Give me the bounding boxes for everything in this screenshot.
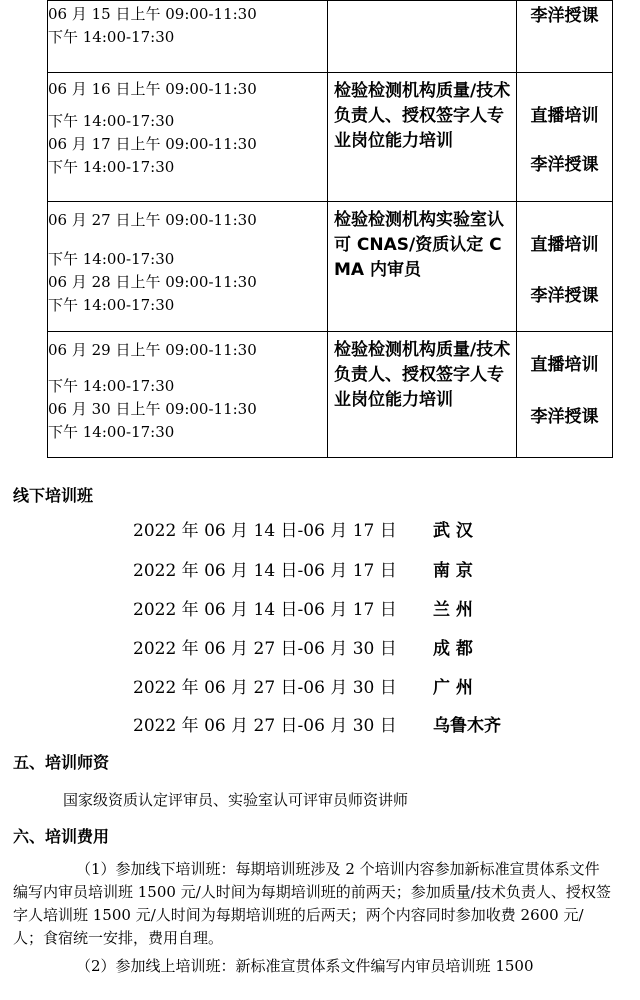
schedule-row (48, 1, 613, 73)
content-cell (328, 202, 517, 332)
schedule-row (48, 202, 613, 332)
offline-row (133, 595, 473, 620)
content-cell (328, 1, 517, 73)
section6-para1: （1）参加线下培训班：每期培训班涉及 2 个培训内容参加新标准宣贯体系文件编写内审员培训班 1500 元/人时间为每期培训班的前两天；参加质量/技术负责人、授权签字人培训班 1500 元/人时间为每期培训班的后两天；两个内容同时参加收费 2600 元/人；食宿统一安排，费用自理。 (13, 860, 611, 947)
offline-date: 2022 年 06 月 14 日-06 月 17 日 (133, 600, 397, 620)
offline-date: 2022 年 06 月 27 日-06 月 30 日 (133, 639, 397, 659)
teacher-cell (517, 1, 613, 73)
offline-date: 2022 年 06 月 14 日-06 月 17 日 (133, 521, 397, 541)
offline-row (133, 516, 473, 541)
offline-row (133, 711, 501, 736)
offline-date: 2022 年 06 月 27 日-06 月 30 日 (133, 678, 397, 698)
teacher-label: 李洋授课 (530, 155, 599, 175)
date-pm: 下午 14:00-17:30 (48, 377, 175, 395)
offline-date: 2022 年 06 月 27 日-06 月 30 日 (133, 716, 397, 736)
schedule-table (47, 0, 613, 458)
date-pm: 下午 14:00-17:30 (48, 28, 175, 46)
schedule-row (48, 332, 613, 458)
teacher-label: 李洋授课 (530, 407, 599, 427)
mode-teacher-cell (517, 332, 613, 458)
date-cell (48, 202, 328, 332)
content-cell (328, 73, 517, 202)
offline-city: 南 京 (433, 561, 473, 581)
offline-row (133, 673, 473, 698)
date-am: 06 月 29 日上午 09:00-11:30 (48, 341, 257, 359)
date-pm: 下午 14:00-17:30 (48, 250, 175, 268)
date-am: 06 月 15 日上午 09:00-11:30 (48, 5, 257, 23)
offline-city: 兰 州 (433, 600, 473, 620)
date-am: 06 月 16 日上午 09:00-11:30 (48, 80, 257, 98)
offline-row (133, 556, 473, 581)
date-cell (48, 1, 328, 73)
section6-heading: 六、培训费用 (13, 827, 110, 846)
section5-heading: 五、培训师资 (13, 753, 110, 772)
offline-date: 2022 年 06 月 14 日-06 月 17 日 (133, 561, 397, 581)
offline-row (133, 634, 473, 659)
course-title: 检验检测机构实验室认可 CNAS/资质认定 CMA 内审员 (334, 210, 504, 280)
date-pm: 下午 14:00-17:30 (48, 423, 175, 441)
date-cell (48, 73, 328, 202)
date-am: 06 月 27 日上午 09:00-11:30 (48, 211, 257, 229)
section6-para2: （2）参加线上培训班：新标准宣贯体系文件编写内审员培训班 1500 (76, 957, 534, 975)
mode-label: 直播培训 (530, 355, 599, 375)
date-pm: 下午 14:00-17:30 (48, 158, 175, 176)
mode-label: 直播培训 (530, 235, 599, 255)
date-am: 06 月 30 日上午 09:00-11:30 (48, 400, 257, 418)
mode-teacher-cell (517, 202, 613, 332)
mode-teacher-cell (517, 73, 613, 202)
section5-text: 国家级资质认定评审员、实验室认可评审员师资讲师 (63, 791, 409, 809)
offline-city: 武 汉 (433, 521, 473, 541)
date-pm: 下午 14:00-17:30 (48, 112, 175, 130)
teacher-label: 李洋授课 (530, 6, 599, 26)
date-am: 06 月 17 日上午 09:00-11:30 (48, 135, 257, 153)
date-cell (48, 332, 328, 458)
offline-city: 广 州 (433, 678, 473, 698)
course-title: 检验检测机构质量/技术负责人、授权签字人专业岗位能力培训 (334, 340, 511, 410)
date-am: 06 月 28 日上午 09:00-11:30 (48, 273, 257, 291)
offline-city: 乌鲁木齐 (433, 716, 501, 736)
mode-label: 直播培训 (530, 106, 599, 126)
teacher-label: 李洋授课 (530, 286, 599, 306)
offline-city: 成 都 (433, 639, 473, 659)
course-title: 检验检测机构质量/技术负责人、授权签字人专业岗位能力培训 (334, 81, 511, 151)
offline-heading: 线下培训班 (13, 486, 94, 505)
content-cell (328, 332, 517, 458)
schedule-row (48, 73, 613, 202)
date-pm: 下午 14:00-17:30 (48, 296, 175, 314)
